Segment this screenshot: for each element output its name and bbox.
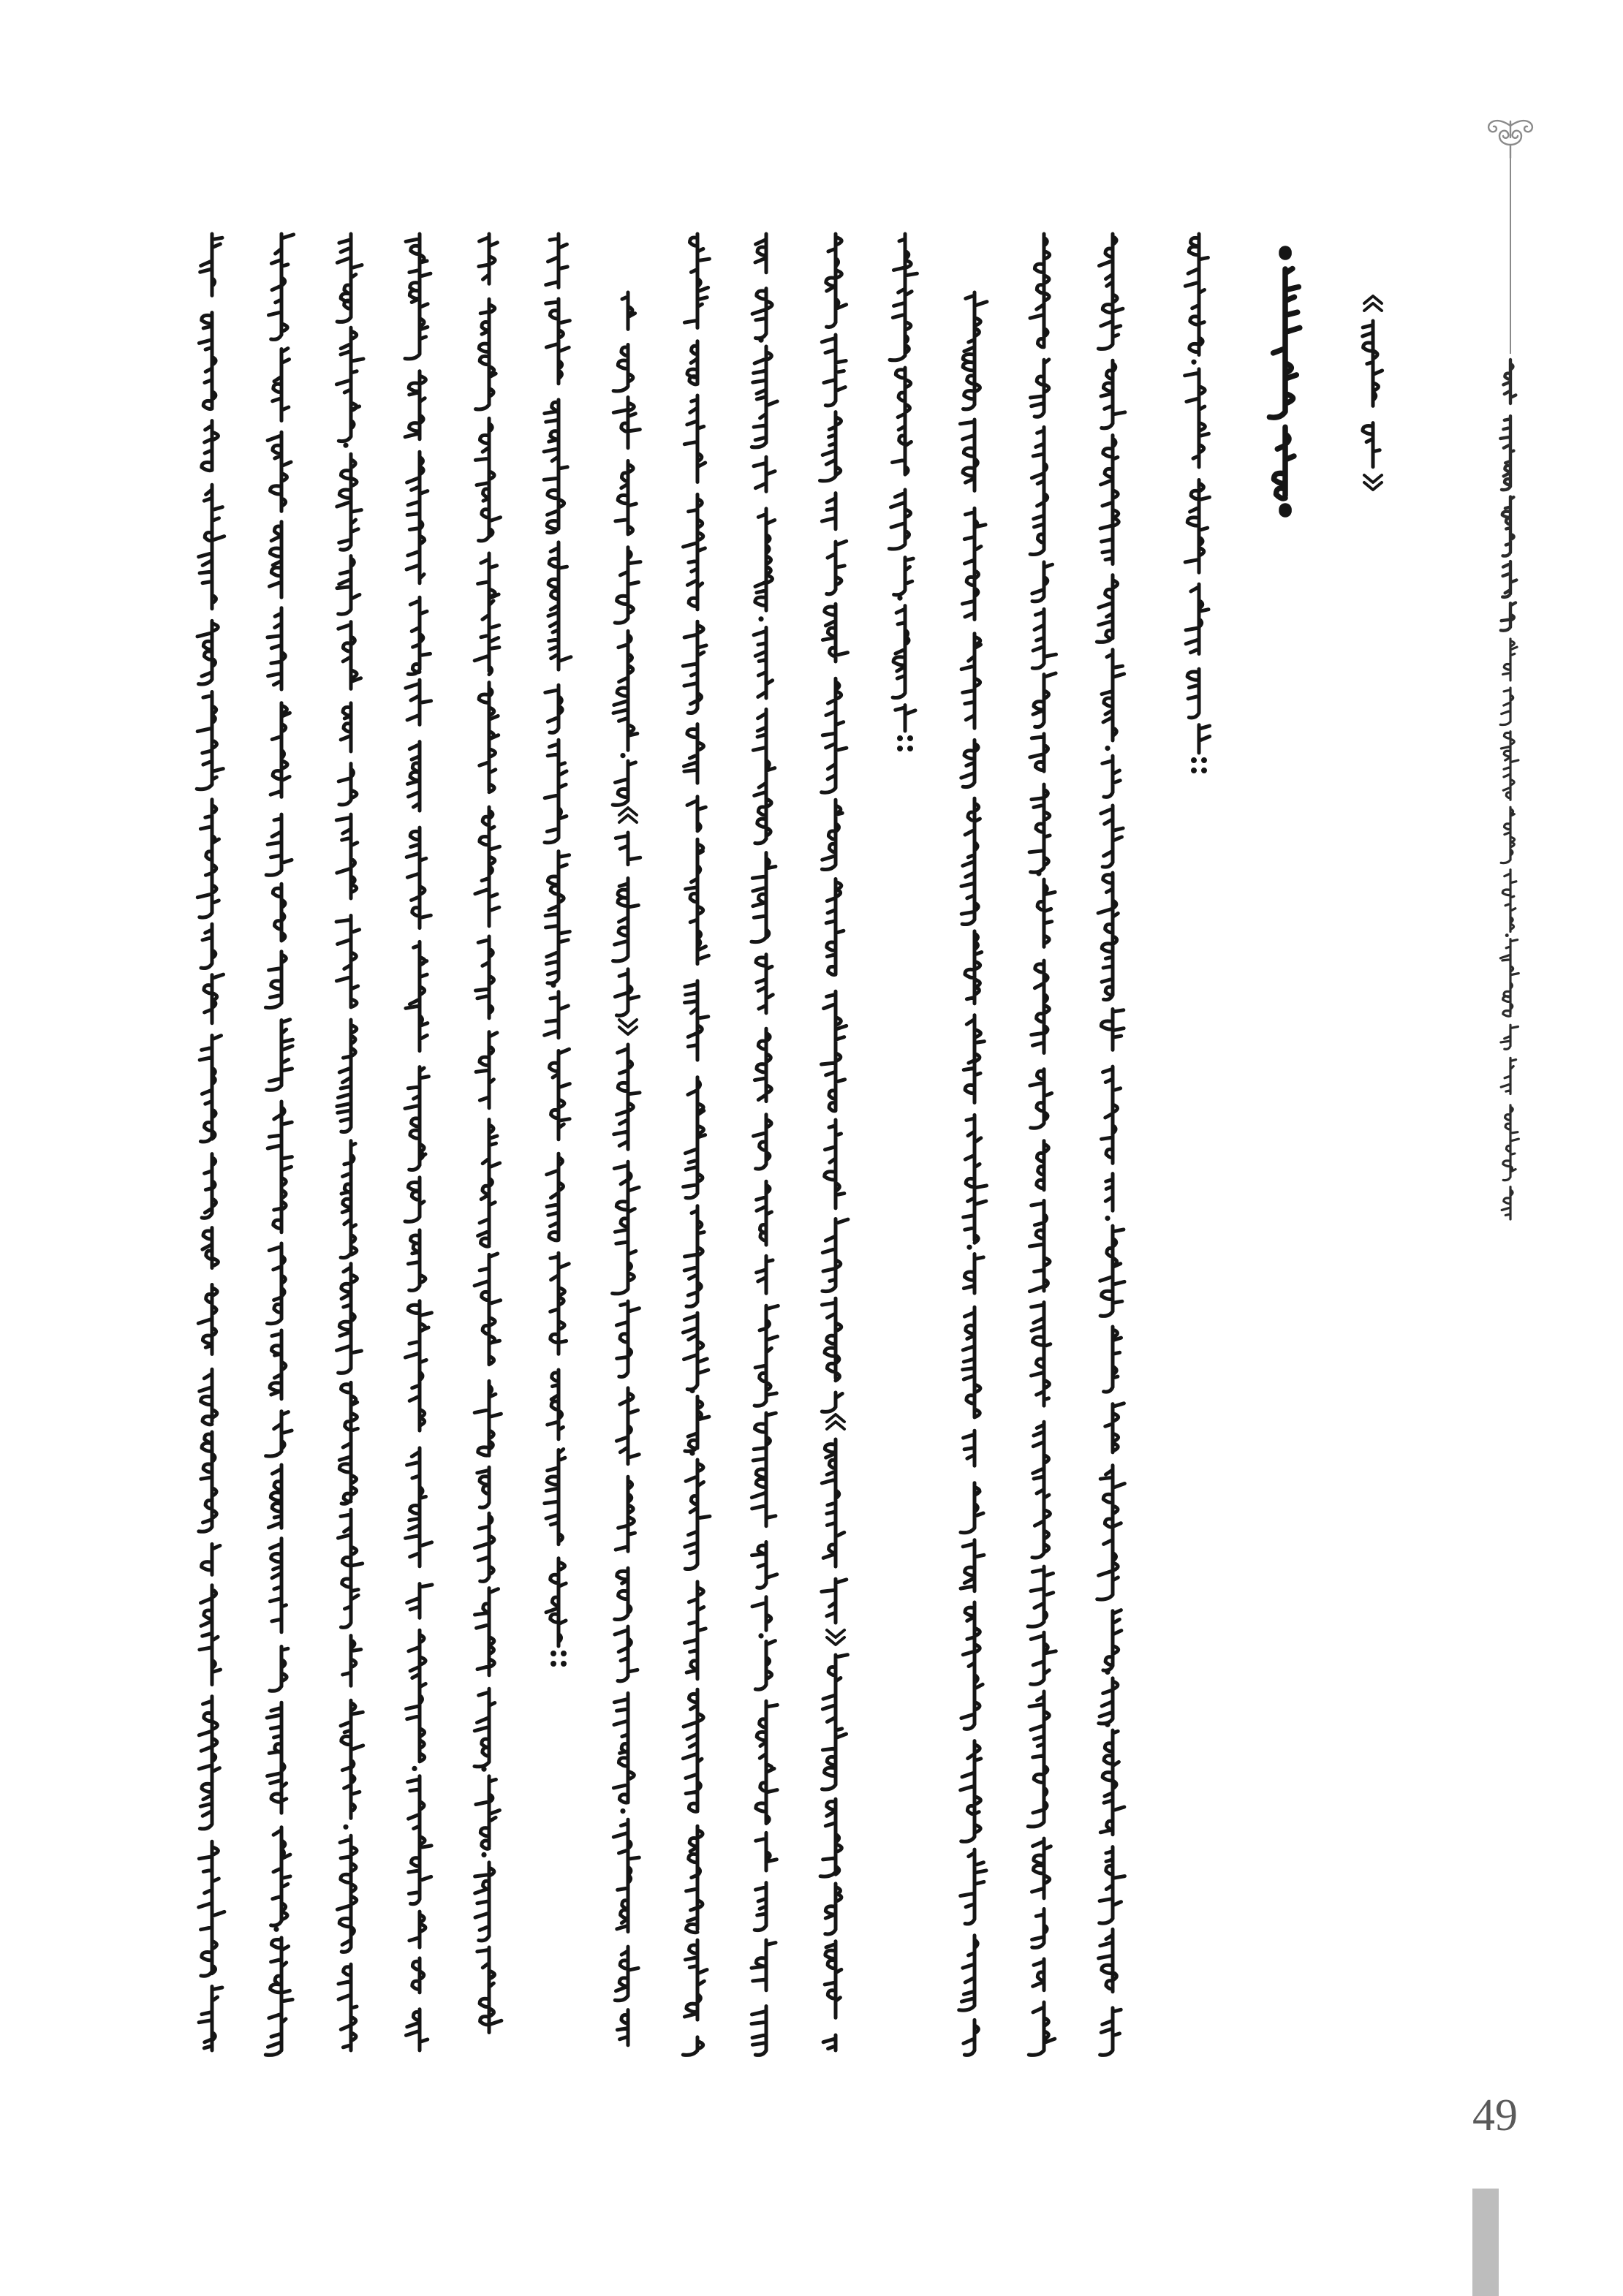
punctuation-dots <box>1505 933 1509 937</box>
glyph-strokes <box>405 234 432 2050</box>
text-column <box>613 292 640 2045</box>
text-column <box>197 234 224 2050</box>
glyph-strokes <box>683 234 710 2055</box>
glyph-strokes <box>752 234 778 2055</box>
glyph-strokes <box>474 234 502 2033</box>
text-column <box>1097 234 1124 2055</box>
glyph-strokes <box>1363 321 1382 467</box>
text-column <box>336 234 363 2050</box>
section-heading <box>1269 246 1299 517</box>
flourish-ornament-stroke <box>1488 121 1532 158</box>
text-column <box>474 234 502 2033</box>
header-rule <box>1510 156 1511 354</box>
text-column <box>820 234 848 2050</box>
punctuation-dots <box>966 1245 972 1250</box>
glyph-strokes <box>1269 269 1299 499</box>
punctuation-dots <box>1036 871 1041 876</box>
text-column <box>1028 234 1056 2055</box>
glyph-strokes <box>1500 360 1516 631</box>
glyph-strokes <box>889 234 917 731</box>
text-column <box>889 234 917 751</box>
glyph-strokes <box>1500 639 1518 1219</box>
punctuation-dots <box>273 1927 279 1932</box>
text-column <box>544 234 571 1667</box>
glyph-strokes <box>265 234 293 2055</box>
section-subtitle <box>1363 296 1382 490</box>
running-header-title <box>1500 360 1516 631</box>
text-column <box>752 234 778 2055</box>
glyph-strokes <box>1097 234 1124 2055</box>
flourish-ornament-icon <box>1478 115 1543 159</box>
text-column <box>959 292 987 2055</box>
page-edge-tab <box>1472 2189 1499 2296</box>
text-column <box>683 234 710 2055</box>
glyph-strokes <box>197 234 224 2050</box>
glyph-strokes <box>544 234 571 1646</box>
text-column <box>1185 234 1210 773</box>
page-number: 49 <box>1472 2091 1518 2140</box>
punctuation-dots <box>620 753 625 1814</box>
punctuation-dots <box>412 1766 417 1771</box>
glyph-strokes <box>959 292 987 2055</box>
glyph-strokes <box>820 234 848 2050</box>
glyph-strokes <box>1185 234 1210 753</box>
running-header-text <box>1500 639 1518 1219</box>
glyph-strokes <box>336 234 363 2050</box>
glyph-strokes <box>1028 234 1056 2055</box>
text-column <box>265 234 293 2055</box>
text-column <box>405 234 432 2050</box>
glyph-strokes <box>613 292 640 2045</box>
